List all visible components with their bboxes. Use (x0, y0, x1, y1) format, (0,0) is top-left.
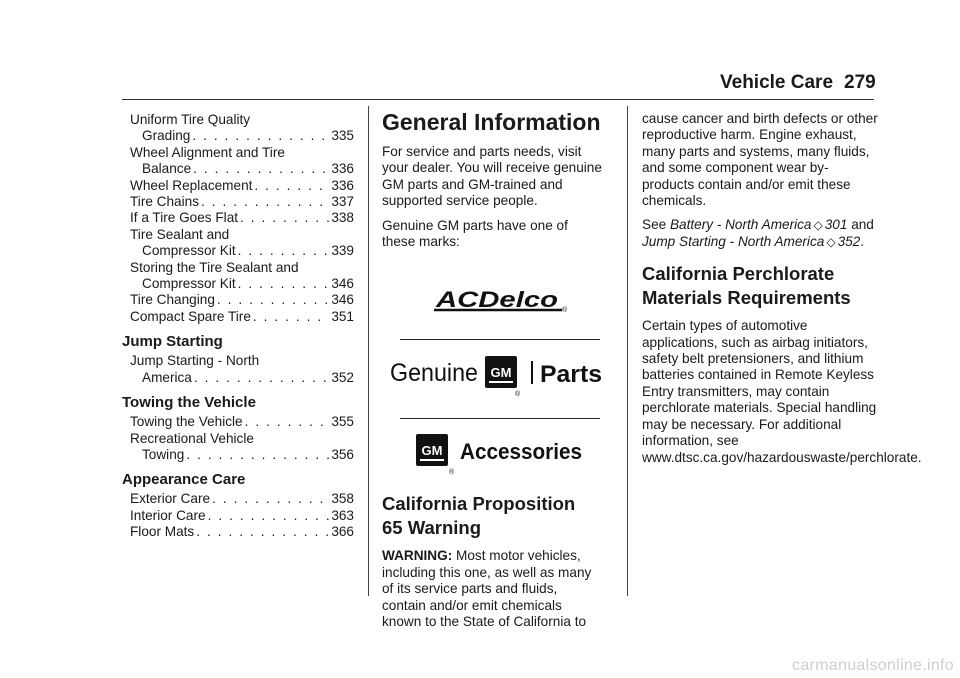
gm-marks (382, 258, 602, 477)
toc-entry-title: Balance (142, 161, 192, 177)
toc-entry[interactable] (122, 292, 354, 308)
toc-leader-dots (196, 524, 329, 540)
column-divider-left (368, 106, 369, 596)
toc-page-number: 363 (331, 507, 354, 523)
toc-page-number: 351 (331, 308, 354, 324)
heading-general-information: General Information (382, 109, 601, 135)
toc-leader-dots (240, 210, 329, 226)
toc-entry[interactable] (122, 508, 354, 524)
toc-entry-title: Compressor Kit (142, 243, 236, 259)
watermark: carmanualsonline.info (792, 657, 954, 674)
genuine-word: Genuine (390, 359, 478, 388)
toc-leader-dots (208, 508, 330, 524)
toc-section-heading: Towing the Vehicle (122, 394, 256, 412)
svg-text:®: ® (449, 469, 455, 477)
toc-entry-title: Exterior Care (130, 491, 211, 507)
toc-entry-title: If a Tire Goes Flat (130, 210, 239, 226)
toc-entry[interactable] (122, 414, 354, 430)
heading-perchlorate: California Perchlorate Materials Requirements (642, 263, 851, 309)
toc-page-number: 339 (331, 243, 354, 259)
toc-entry[interactable] (122, 276, 354, 292)
header-rule (122, 99, 874, 100)
warning-label: WARNING: (382, 548, 453, 564)
column-divider-right (627, 106, 628, 596)
acdelco-logo-mark (430, 288, 570, 320)
general-para-1: For service and parts needs, visit your dealer. You will receive genuine GM parts and GM-trained and supported service people. (382, 144, 602, 209)
toc-page-number: 358 (331, 491, 354, 507)
link-page-301[interactable]: 301 (824, 217, 848, 233)
toc-entry-line: Uniform Tire Quality (130, 112, 251, 127)
toc-leader-dots (194, 370, 329, 386)
toc-entry[interactable] (122, 128, 354, 144)
acdelco-logo (430, 288, 570, 320)
section-title: Vehicle Care (720, 72, 834, 93)
toc-entry-line: Recreational Vehicle (130, 430, 254, 446)
toc-entry-line: Storing the Tire Sealant and (130, 259, 299, 275)
accessories-word: Accessories (460, 439, 582, 465)
toc-top-list (122, 112, 354, 325)
general-para-2: Genuine GM parts have one of these marks: (382, 217, 568, 250)
column-general-information (382, 108, 602, 638)
toc-page-number: 337 (331, 194, 354, 210)
toc-entry[interactable] (122, 309, 354, 325)
toc-leader-dots (193, 161, 329, 177)
toc-page-number: 336 (331, 177, 354, 193)
table-of-contents (122, 112, 354, 541)
toc-entry-title: Towing (142, 446, 185, 462)
toc-entry-title: Tire Chains (130, 194, 199, 210)
xref-icon: ◇ (813, 218, 823, 233)
toc-page-number: 338 (331, 210, 354, 226)
toc-entry[interactable] (122, 178, 354, 194)
toc-entry[interactable] (122, 370, 354, 386)
toc-page-number: 335 (331, 128, 354, 144)
acdelco-wordmark: ACDelco (434, 288, 558, 313)
toc-page-number: 355 (331, 414, 354, 430)
prop65-see-also: See Battery - North America ◇ 301 and Jump Starting - North America ◇ 352. (642, 217, 874, 249)
toc-page-number: 352 (331, 369, 354, 385)
logo-divider-1 (400, 339, 600, 340)
toc-entry[interactable] (122, 243, 354, 259)
toc-leader-dots (192, 128, 329, 144)
toc-page-number: 346 (331, 292, 354, 308)
perchlorate-text: Certain types of automotive applications, such as airbag initiators, safety belt pretensioners, and lithium batteries contained in Remote Keyless Entry transmitters, may contain perchlorate materials. Special handling may be necessary. For additional information, see www.dtsc.ca.gov/hazardouswaste/perchlorate. (642, 318, 922, 465)
logo-divider-2 (400, 418, 600, 419)
toc-leader-dots (254, 178, 329, 194)
toc-entry-title: Compact Spare Tire (130, 308, 251, 324)
toc-entry[interactable] (122, 194, 354, 210)
gm-mark-text: GM (490, 365, 512, 381)
gm-accessories-mark (416, 430, 586, 476)
toc-entry[interactable] (122, 491, 354, 507)
toc-section-heading: Appearance Care (122, 471, 246, 489)
toc-entry-line: Jump Starting - North (130, 353, 260, 369)
toc-leader-dots (245, 414, 330, 430)
toc-entry-title: America (142, 369, 192, 385)
toc-entry[interactable] (122, 524, 354, 540)
link-battery-north-america[interactable]: Battery - North America (669, 217, 812, 233)
toc-page-number: 336 (331, 161, 354, 177)
parts-word: Parts (540, 361, 602, 389)
toc-entry[interactable] (122, 161, 354, 177)
prop65-continued-text: cause cancer and birth defects or other reproductive harm. Engine exhaust, many parts and systems, many fluids, and some component wear by-products contain and/or emit these chemicals. (642, 111, 878, 209)
toc-entry-title: Interior Care (130, 507, 206, 523)
acdelco-registered: ® (562, 307, 568, 315)
toc-entry-title: Tire Changing (130, 292, 215, 308)
toc-entry[interactable] (122, 447, 354, 463)
toc-sections (122, 333, 354, 540)
column-right (642, 111, 922, 474)
toc-entry-line: Wheel Alignment and Tire (130, 144, 285, 160)
toc-leader-dots (217, 292, 329, 308)
toc-leader-dots (238, 243, 330, 259)
genuine-gm-parts-logo (390, 350, 606, 398)
page-number: 279 (844, 72, 876, 93)
link-jump-starting-north-america[interactable]: Jump Starting - North America (642, 233, 825, 249)
toc-entry-title: Wheel Replacement (130, 177, 253, 193)
toc-entry-title: Grading (142, 128, 191, 144)
svg-text:GM: GM (421, 443, 443, 459)
xref-icon: ◇ (826, 234, 836, 249)
toc-entry-line: Tire Sealant and (130, 226, 230, 242)
gm-accessories-logo (416, 430, 586, 476)
toc-section-heading: Jump Starting (122, 333, 223, 351)
link-page-352[interactable]: 352 (837, 233, 861, 249)
genuine-gm-parts-mark (390, 350, 606, 398)
toc-entry-title: Towing the Vehicle (130, 414, 243, 430)
toc-leader-dots (186, 447, 329, 463)
toc-leader-dots (201, 194, 329, 210)
toc-leader-dots (212, 491, 329, 507)
toc-leader-dots (238, 276, 330, 292)
toc-page-number: 366 (331, 524, 354, 540)
toc-page-number: 346 (331, 276, 354, 292)
toc-entry[interactable] (122, 210, 354, 226)
toc-entry-title: Compressor Kit (142, 276, 236, 292)
toc-page-number: 356 (331, 446, 354, 462)
prop65-warning-text: WARNING: Most motor vehicles, including this one, as well as many of its service parts and fluids, contain and/or emit chemicals known to the State of California to (382, 548, 592, 630)
toc-entry-title: Floor Mats (130, 524, 195, 540)
svg-text:®: ® (515, 391, 521, 399)
toc-leader-dots (253, 309, 329, 325)
heading-prop65: California Proposition 65 Warning (382, 493, 576, 539)
